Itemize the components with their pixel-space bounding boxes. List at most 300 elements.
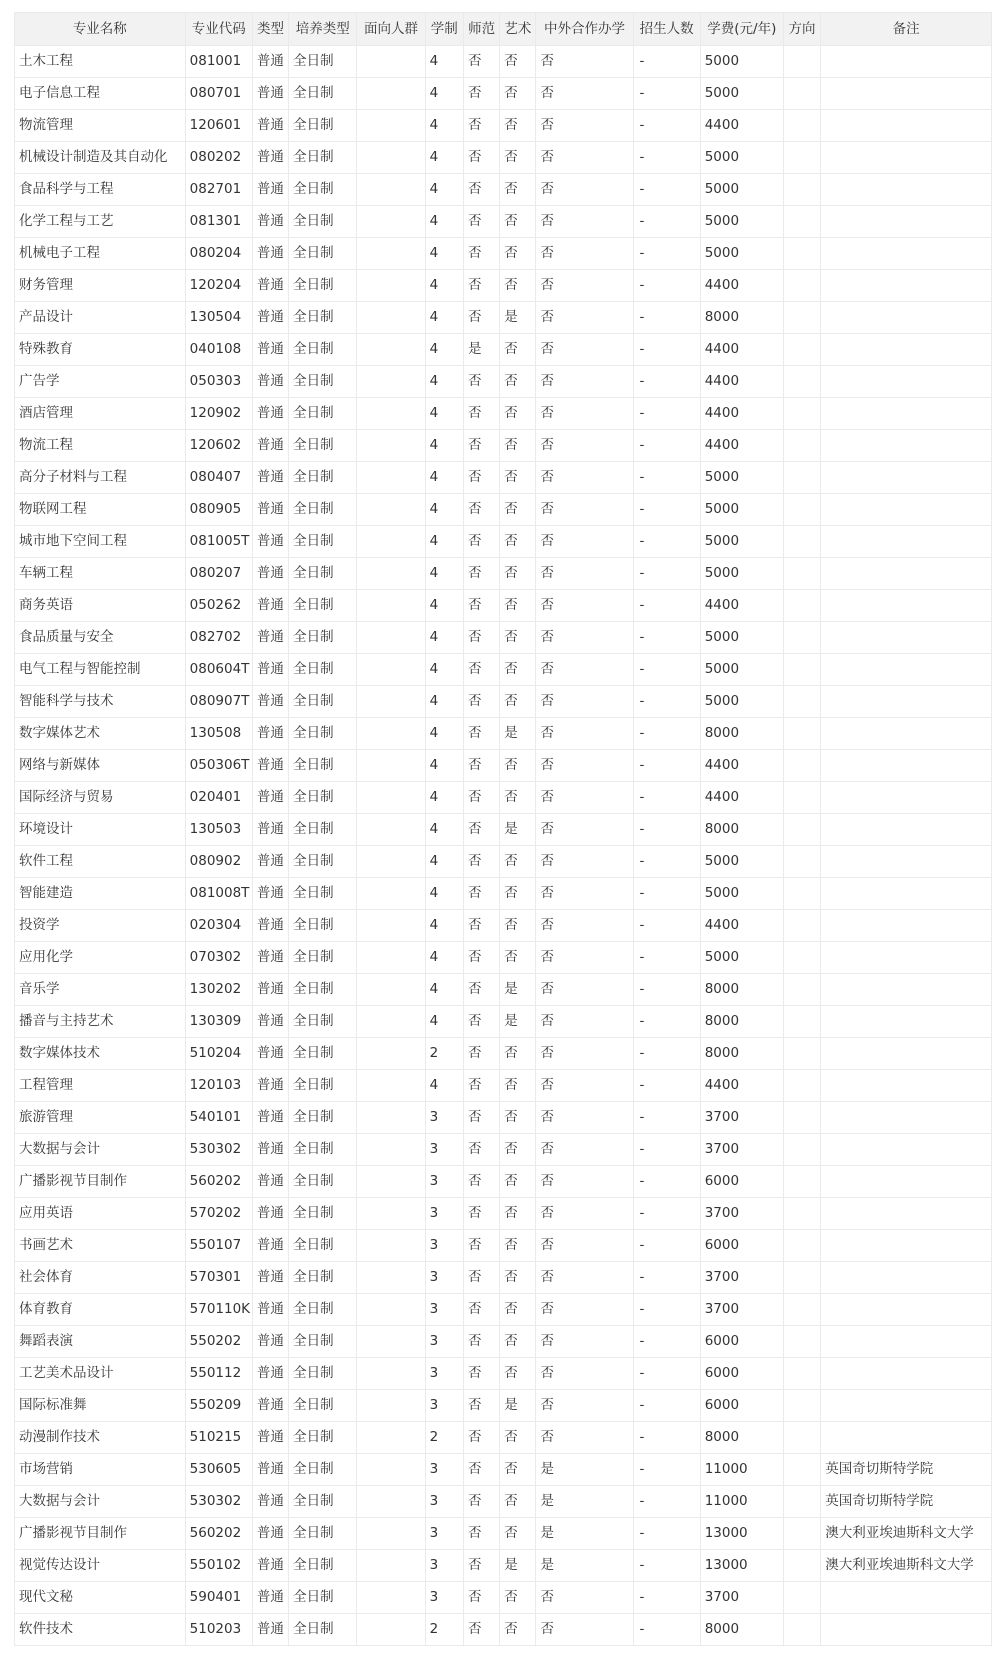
cell-sino-foreign: 否 bbox=[536, 814, 633, 846]
cell-major-name: 化学工程与工艺 bbox=[15, 206, 186, 238]
cell-sino-foreign: 否 bbox=[536, 366, 633, 398]
table-row bbox=[15, 1518, 992, 1550]
cell-training-type: 全日制 bbox=[289, 1582, 357, 1614]
cell-duration: 3 bbox=[425, 1198, 463, 1230]
cell-training-type: 全日制 bbox=[289, 846, 357, 878]
cell-major-name: 应用化学 bbox=[15, 942, 186, 974]
cell-major-code: 570110K bbox=[185, 1294, 252, 1326]
cell-tuition: 6000 bbox=[700, 1230, 783, 1262]
cell-type: 普通 bbox=[252, 1422, 288, 1454]
cell-duration: 3 bbox=[425, 1390, 463, 1422]
cell-art: 否 bbox=[500, 526, 536, 558]
cell-direction bbox=[783, 1326, 820, 1358]
cell-major-code: 570301 bbox=[185, 1262, 252, 1294]
table-row bbox=[15, 1454, 992, 1486]
cell-enrollment: - bbox=[633, 942, 700, 974]
cell-target-group bbox=[357, 910, 425, 942]
cell-major-name: 国际标准舞 bbox=[15, 1390, 186, 1422]
cell-target-group bbox=[357, 942, 425, 974]
cell-direction bbox=[783, 686, 820, 718]
cell-art: 否 bbox=[500, 1582, 536, 1614]
cell-enrollment: - bbox=[633, 686, 700, 718]
cell-remarks bbox=[821, 1006, 992, 1038]
cell-art: 是 bbox=[500, 1390, 536, 1422]
cell-major-code: 080207 bbox=[185, 558, 252, 590]
cell-teacher-training: 否 bbox=[463, 366, 499, 398]
cell-training-type: 全日制 bbox=[289, 1038, 357, 1070]
cell-teacher-training: 否 bbox=[463, 1166, 499, 1198]
table-row bbox=[15, 366, 992, 398]
table-row bbox=[15, 1582, 992, 1614]
cell-target-group bbox=[357, 334, 425, 366]
cell-major-name: 软件工程 bbox=[15, 846, 186, 878]
cell-teacher-training: 否 bbox=[463, 1134, 499, 1166]
cell-art: 否 bbox=[500, 1166, 536, 1198]
cell-remarks: 澳大利亚埃迪斯科文大学 bbox=[821, 1518, 992, 1550]
table-row bbox=[15, 974, 992, 1006]
cell-teacher-training: 否 bbox=[463, 654, 499, 686]
cell-teacher-training: 否 bbox=[463, 1390, 499, 1422]
cell-remarks bbox=[821, 398, 992, 430]
cell-sino-foreign: 否 bbox=[536, 334, 633, 366]
cell-direction bbox=[783, 750, 820, 782]
cell-remarks bbox=[821, 1262, 992, 1294]
cell-major-name: 国际经济与贸易 bbox=[15, 782, 186, 814]
cell-target-group bbox=[357, 430, 425, 462]
cell-enrollment: - bbox=[633, 1294, 700, 1326]
cell-training-type: 全日制 bbox=[289, 1230, 357, 1262]
cell-teacher-training: 否 bbox=[463, 622, 499, 654]
cell-training-type: 全日制 bbox=[289, 494, 357, 526]
cell-sino-foreign: 否 bbox=[536, 1614, 633, 1646]
cell-remarks bbox=[821, 238, 992, 270]
cell-enrollment: - bbox=[633, 110, 700, 142]
cell-duration: 4 bbox=[425, 558, 463, 590]
cell-tuition: 5000 bbox=[700, 494, 783, 526]
cell-type: 普通 bbox=[252, 654, 288, 686]
cell-teacher-training: 否 bbox=[463, 1198, 499, 1230]
cell-major-name: 大数据与会计 bbox=[15, 1486, 186, 1518]
cell-training-type: 全日制 bbox=[289, 1454, 357, 1486]
cell-art: 否 bbox=[500, 1038, 536, 1070]
cell-remarks bbox=[821, 1390, 992, 1422]
cell-major-name: 数字媒体技术 bbox=[15, 1038, 186, 1070]
cell-target-group bbox=[357, 1262, 425, 1294]
cell-type: 普通 bbox=[252, 1262, 288, 1294]
cell-enrollment: - bbox=[633, 1614, 700, 1646]
cell-target-group bbox=[357, 718, 425, 750]
cell-remarks bbox=[821, 878, 992, 910]
cell-sino-foreign: 否 bbox=[536, 462, 633, 494]
cell-major-code: 080202 bbox=[185, 142, 252, 174]
cell-sino-foreign: 否 bbox=[536, 238, 633, 270]
cell-major-name: 软件技术 bbox=[15, 1614, 186, 1646]
cell-enrollment: - bbox=[633, 270, 700, 302]
cell-duration: 4 bbox=[425, 494, 463, 526]
cell-sino-foreign: 否 bbox=[536, 782, 633, 814]
cell-sino-foreign: 否 bbox=[536, 942, 633, 974]
table-row bbox=[15, 110, 992, 142]
cell-major-code: 082702 bbox=[185, 622, 252, 654]
cell-major-name: 环境设计 bbox=[15, 814, 186, 846]
cell-tuition: 4400 bbox=[700, 590, 783, 622]
table-row bbox=[15, 622, 992, 654]
cell-target-group bbox=[357, 462, 425, 494]
cell-tuition: 4400 bbox=[700, 1070, 783, 1102]
cell-art: 否 bbox=[500, 1518, 536, 1550]
cell-direction bbox=[783, 814, 820, 846]
cell-tuition: 4400 bbox=[700, 750, 783, 782]
cell-remarks bbox=[821, 206, 992, 238]
cell-teacher-training: 否 bbox=[463, 1486, 499, 1518]
cell-training-type: 全日制 bbox=[289, 1262, 357, 1294]
cell-teacher-training: 否 bbox=[463, 302, 499, 334]
cell-duration: 3 bbox=[425, 1518, 463, 1550]
cell-type: 普通 bbox=[252, 910, 288, 942]
cell-enrollment: - bbox=[633, 558, 700, 590]
cell-teacher-training: 否 bbox=[463, 1454, 499, 1486]
cell-art: 否 bbox=[500, 78, 536, 110]
cell-direction bbox=[783, 46, 820, 78]
cell-tuition: 13000 bbox=[700, 1550, 783, 1582]
cell-major-name: 智能建造 bbox=[15, 878, 186, 910]
cell-remarks bbox=[821, 558, 992, 590]
header-enrollment: 招生人数 bbox=[633, 13, 700, 46]
cell-enrollment: - bbox=[633, 1102, 700, 1134]
cell-major-name: 书画艺术 bbox=[15, 1230, 186, 1262]
cell-type: 普通 bbox=[252, 686, 288, 718]
header-tuition: 学费(元/年) bbox=[700, 13, 783, 46]
cell-remarks bbox=[821, 1614, 992, 1646]
cell-direction bbox=[783, 206, 820, 238]
cell-major-name: 体育教育 bbox=[15, 1294, 186, 1326]
cell-major-name: 应用英语 bbox=[15, 1198, 186, 1230]
cell-remarks bbox=[821, 1358, 992, 1390]
cell-duration: 4 bbox=[425, 782, 463, 814]
cell-target-group bbox=[357, 206, 425, 238]
cell-enrollment: - bbox=[633, 654, 700, 686]
cell-teacher-training: 否 bbox=[463, 558, 499, 590]
cell-training-type: 全日制 bbox=[289, 46, 357, 78]
cell-remarks bbox=[821, 750, 992, 782]
cell-teacher-training: 否 bbox=[463, 814, 499, 846]
cell-major-name: 市场营销 bbox=[15, 1454, 186, 1486]
cell-sino-foreign: 是 bbox=[536, 1486, 633, 1518]
cell-major-code: 560202 bbox=[185, 1518, 252, 1550]
cell-major-name: 智能科学与技术 bbox=[15, 686, 186, 718]
cell-training-type: 全日制 bbox=[289, 398, 357, 430]
cell-major-code: 130503 bbox=[185, 814, 252, 846]
cell-teacher-training: 否 bbox=[463, 718, 499, 750]
cell-major-name: 车辆工程 bbox=[15, 558, 186, 590]
cell-direction bbox=[783, 558, 820, 590]
cell-teacher-training: 否 bbox=[463, 878, 499, 910]
cell-duration: 4 bbox=[425, 686, 463, 718]
cell-training-type: 全日制 bbox=[289, 1102, 357, 1134]
cell-duration: 4 bbox=[425, 750, 463, 782]
cell-training-type: 全日制 bbox=[289, 1390, 357, 1422]
cell-art: 否 bbox=[500, 494, 536, 526]
cell-art: 否 bbox=[500, 1454, 536, 1486]
cell-type: 普通 bbox=[252, 814, 288, 846]
cell-major-code: 550102 bbox=[185, 1550, 252, 1582]
cell-teacher-training: 否 bbox=[463, 1326, 499, 1358]
cell-tuition: 5000 bbox=[700, 942, 783, 974]
cell-major-code: 120602 bbox=[185, 430, 252, 462]
cell-sino-foreign: 否 bbox=[536, 750, 633, 782]
cell-sino-foreign: 否 bbox=[536, 1134, 633, 1166]
cell-art: 否 bbox=[500, 654, 536, 686]
cell-teacher-training: 否 bbox=[463, 590, 499, 622]
cell-tuition: 3700 bbox=[700, 1134, 783, 1166]
cell-remarks bbox=[821, 270, 992, 302]
cell-type: 普通 bbox=[252, 302, 288, 334]
cell-sino-foreign: 否 bbox=[536, 1326, 633, 1358]
cell-major-name: 现代文秘 bbox=[15, 1582, 186, 1614]
table-row bbox=[15, 1166, 992, 1198]
cell-target-group bbox=[357, 1294, 425, 1326]
cell-art: 否 bbox=[500, 1198, 536, 1230]
cell-major-code: 510215 bbox=[185, 1422, 252, 1454]
cell-teacher-training: 否 bbox=[463, 142, 499, 174]
cell-teacher-training: 否 bbox=[463, 782, 499, 814]
cell-art: 是 bbox=[500, 1006, 536, 1038]
cell-major-name: 社会体育 bbox=[15, 1262, 186, 1294]
cell-direction bbox=[783, 238, 820, 270]
cell-remarks bbox=[821, 686, 992, 718]
cell-major-name: 城市地下空间工程 bbox=[15, 526, 186, 558]
cell-direction bbox=[783, 1518, 820, 1550]
cell-major-code: 080407 bbox=[185, 462, 252, 494]
table-row bbox=[15, 1294, 992, 1326]
cell-tuition: 8000 bbox=[700, 814, 783, 846]
cell-art: 否 bbox=[500, 782, 536, 814]
table-row bbox=[15, 654, 992, 686]
table-row bbox=[15, 846, 992, 878]
cell-enrollment: - bbox=[633, 174, 700, 206]
cell-enrollment: - bbox=[633, 1070, 700, 1102]
table-row bbox=[15, 206, 992, 238]
cell-enrollment: - bbox=[633, 302, 700, 334]
cell-major-code: 550209 bbox=[185, 1390, 252, 1422]
cell-major-code: 550112 bbox=[185, 1358, 252, 1390]
cell-remarks bbox=[821, 814, 992, 846]
cell-direction bbox=[783, 1614, 820, 1646]
table-row bbox=[15, 1230, 992, 1262]
cell-training-type: 全日制 bbox=[289, 1422, 357, 1454]
major-table bbox=[14, 12, 992, 1646]
cell-teacher-training: 否 bbox=[463, 910, 499, 942]
cell-major-name: 电子信息工程 bbox=[15, 78, 186, 110]
cell-target-group bbox=[357, 494, 425, 526]
cell-art: 否 bbox=[500, 398, 536, 430]
cell-major-code: 081005T bbox=[185, 526, 252, 558]
cell-duration: 4 bbox=[425, 878, 463, 910]
cell-type: 普通 bbox=[252, 206, 288, 238]
cell-major-name: 动漫制作技术 bbox=[15, 1422, 186, 1454]
table-row bbox=[15, 910, 992, 942]
cell-duration: 4 bbox=[425, 1006, 463, 1038]
cell-teacher-training: 否 bbox=[463, 1006, 499, 1038]
cell-tuition: 4400 bbox=[700, 782, 783, 814]
cell-remarks bbox=[821, 462, 992, 494]
cell-duration: 3 bbox=[425, 1582, 463, 1614]
cell-major-name: 商务英语 bbox=[15, 590, 186, 622]
cell-art: 否 bbox=[500, 1486, 536, 1518]
cell-direction bbox=[783, 1230, 820, 1262]
cell-major-code: 050303 bbox=[185, 366, 252, 398]
table-row bbox=[15, 1038, 992, 1070]
cell-teacher-training: 否 bbox=[463, 942, 499, 974]
cell-type: 普通 bbox=[252, 494, 288, 526]
cell-duration: 4 bbox=[425, 174, 463, 206]
cell-direction bbox=[783, 174, 820, 206]
cell-remarks bbox=[821, 334, 992, 366]
cell-teacher-training: 否 bbox=[463, 1294, 499, 1326]
cell-tuition: 8000 bbox=[700, 1038, 783, 1070]
cell-sino-foreign: 否 bbox=[536, 1166, 633, 1198]
cell-enrollment: - bbox=[633, 1422, 700, 1454]
cell-sino-foreign: 否 bbox=[536, 1102, 633, 1134]
cell-tuition: 5000 bbox=[700, 238, 783, 270]
cell-training-type: 全日制 bbox=[289, 1518, 357, 1550]
cell-major-name: 工艺美术品设计 bbox=[15, 1358, 186, 1390]
cell-enrollment: - bbox=[633, 1262, 700, 1294]
cell-teacher-training: 否 bbox=[463, 750, 499, 782]
cell-training-type: 全日制 bbox=[289, 430, 357, 462]
cell-type: 普通 bbox=[252, 1070, 288, 1102]
cell-type: 普通 bbox=[252, 1390, 288, 1422]
cell-enrollment: - bbox=[633, 750, 700, 782]
cell-training-type: 全日制 bbox=[289, 462, 357, 494]
cell-sino-foreign: 是 bbox=[536, 1550, 633, 1582]
cell-major-code: 120204 bbox=[185, 270, 252, 302]
cell-tuition: 3700 bbox=[700, 1262, 783, 1294]
cell-direction bbox=[783, 878, 820, 910]
table-row bbox=[15, 590, 992, 622]
cell-sino-foreign: 否 bbox=[536, 1294, 633, 1326]
cell-tuition: 5000 bbox=[700, 46, 783, 78]
cell-teacher-training: 否 bbox=[463, 206, 499, 238]
cell-training-type: 全日制 bbox=[289, 1294, 357, 1326]
cell-duration: 4 bbox=[425, 814, 463, 846]
cell-duration: 4 bbox=[425, 238, 463, 270]
cell-major-code: 570202 bbox=[185, 1198, 252, 1230]
cell-enrollment: - bbox=[633, 782, 700, 814]
cell-duration: 3 bbox=[425, 1486, 463, 1518]
table-row bbox=[15, 718, 992, 750]
cell-remarks bbox=[821, 78, 992, 110]
cell-direction bbox=[783, 622, 820, 654]
cell-major-code: 540101 bbox=[185, 1102, 252, 1134]
cell-direction bbox=[783, 782, 820, 814]
cell-type: 普通 bbox=[252, 1518, 288, 1550]
cell-training-type: 全日制 bbox=[289, 942, 357, 974]
cell-enrollment: - bbox=[633, 1582, 700, 1614]
cell-art: 是 bbox=[500, 302, 536, 334]
cell-target-group bbox=[357, 366, 425, 398]
cell-art: 否 bbox=[500, 1070, 536, 1102]
cell-target-group bbox=[357, 174, 425, 206]
cell-tuition: 5000 bbox=[700, 878, 783, 910]
cell-enrollment: - bbox=[633, 1166, 700, 1198]
cell-training-type: 全日制 bbox=[289, 910, 357, 942]
cell-target-group bbox=[357, 814, 425, 846]
table-row bbox=[15, 526, 992, 558]
cell-teacher-training: 否 bbox=[463, 974, 499, 1006]
cell-training-type: 全日制 bbox=[289, 1326, 357, 1358]
cell-type: 普通 bbox=[252, 974, 288, 1006]
cell-art: 否 bbox=[500, 878, 536, 910]
table-row bbox=[15, 302, 992, 334]
cell-remarks bbox=[821, 1198, 992, 1230]
cell-art: 否 bbox=[500, 1294, 536, 1326]
cell-major-name: 机械设计制造及其自动化 bbox=[15, 142, 186, 174]
header-major-code: 专业代码 bbox=[185, 13, 252, 46]
cell-target-group bbox=[357, 1358, 425, 1390]
table-row bbox=[15, 1550, 992, 1582]
cell-remarks bbox=[821, 942, 992, 974]
cell-tuition: 6000 bbox=[700, 1390, 783, 1422]
cell-type: 普通 bbox=[252, 1454, 288, 1486]
cell-direction bbox=[783, 1102, 820, 1134]
cell-art: 否 bbox=[500, 142, 536, 174]
table-row bbox=[15, 1262, 992, 1294]
cell-training-type: 全日制 bbox=[289, 654, 357, 686]
cell-target-group bbox=[357, 654, 425, 686]
cell-art: 否 bbox=[500, 46, 536, 78]
cell-tuition: 5000 bbox=[700, 686, 783, 718]
cell-training-type: 全日制 bbox=[289, 1358, 357, 1390]
table-row bbox=[15, 1358, 992, 1390]
cell-training-type: 全日制 bbox=[289, 334, 357, 366]
cell-major-code: 510203 bbox=[185, 1614, 252, 1646]
cell-duration: 2 bbox=[425, 1038, 463, 1070]
cell-major-name: 机械电子工程 bbox=[15, 238, 186, 270]
cell-remarks bbox=[821, 526, 992, 558]
cell-teacher-training: 否 bbox=[463, 174, 499, 206]
cell-tuition: 8000 bbox=[700, 974, 783, 1006]
cell-target-group bbox=[357, 846, 425, 878]
cell-enrollment: - bbox=[633, 1198, 700, 1230]
cell-major-name: 网络与新媒体 bbox=[15, 750, 186, 782]
cell-remarks bbox=[821, 910, 992, 942]
cell-sino-foreign: 否 bbox=[536, 398, 633, 430]
cell-duration: 3 bbox=[425, 1230, 463, 1262]
cell-target-group bbox=[357, 1550, 425, 1582]
cell-target-group bbox=[357, 1230, 425, 1262]
cell-target-group bbox=[357, 622, 425, 654]
table-row bbox=[15, 46, 992, 78]
cell-major-code: 590401 bbox=[185, 1582, 252, 1614]
cell-remarks bbox=[821, 1102, 992, 1134]
cell-duration: 4 bbox=[425, 430, 463, 462]
cell-enrollment: - bbox=[633, 846, 700, 878]
cell-tuition: 13000 bbox=[700, 1518, 783, 1550]
cell-type: 普通 bbox=[252, 1582, 288, 1614]
cell-direction bbox=[783, 1006, 820, 1038]
cell-major-name: 物流管理 bbox=[15, 110, 186, 142]
cell-duration: 4 bbox=[425, 654, 463, 686]
cell-direction bbox=[783, 910, 820, 942]
cell-target-group bbox=[357, 782, 425, 814]
cell-training-type: 全日制 bbox=[289, 366, 357, 398]
cell-enrollment: - bbox=[633, 366, 700, 398]
cell-direction bbox=[783, 462, 820, 494]
cell-teacher-training: 否 bbox=[463, 1518, 499, 1550]
cell-target-group bbox=[357, 686, 425, 718]
cell-tuition: 5000 bbox=[700, 142, 783, 174]
